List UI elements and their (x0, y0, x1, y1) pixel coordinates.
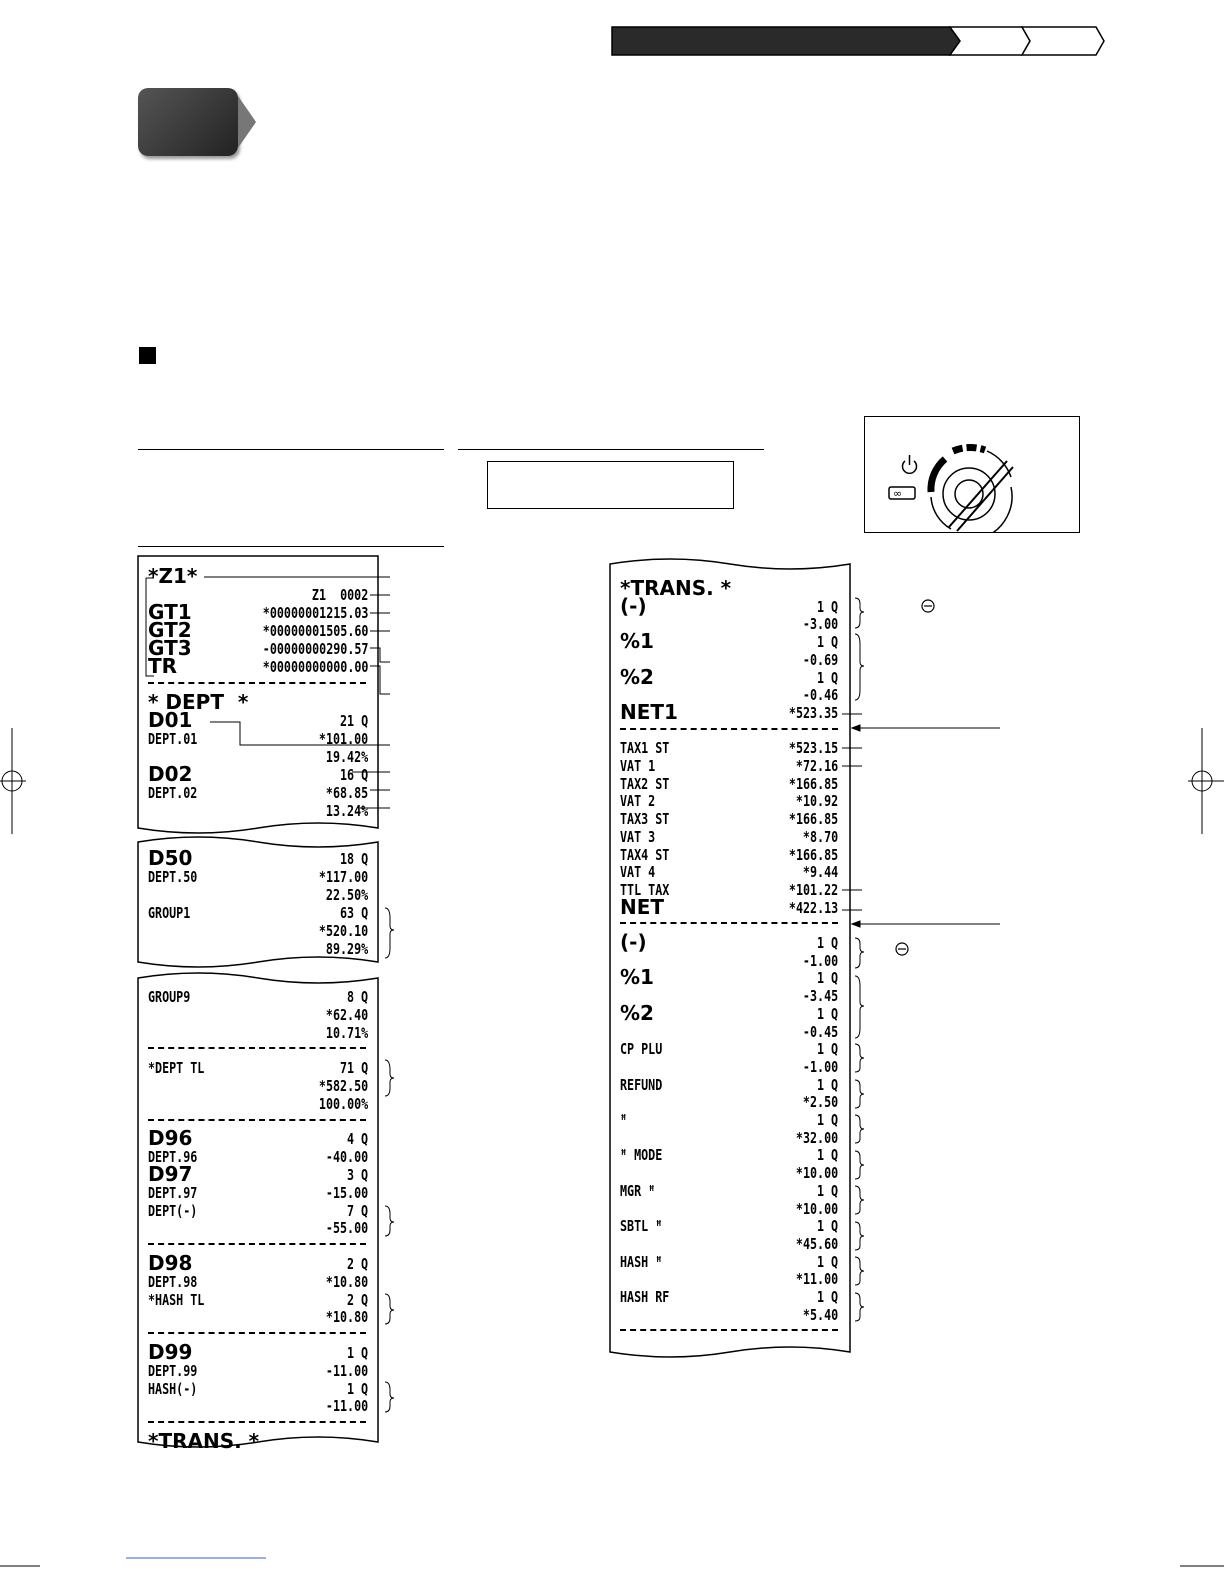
receipt-value: -3.00 (802, 615, 838, 634)
receipt-value: 2 Q (346, 1255, 368, 1273)
receipt-value: -0.45 (802, 1022, 838, 1041)
receipt-value: 1 Q (816, 597, 838, 616)
receipt-label: GT3 (148, 636, 192, 660)
receipt-value: *45.60 (795, 1234, 838, 1253)
receipt-label: MGR ꟸ (620, 1181, 656, 1200)
receipt-value: 1 Q (816, 969, 838, 988)
receipt-value: Z1 0002 (311, 586, 368, 604)
receipt-label: DEPT.01 (148, 730, 198, 748)
receipt-value: -3.45 (802, 987, 838, 1006)
receipt-value: 18 Q (339, 850, 368, 868)
receipt-label: HASH(-) (148, 1379, 198, 1398)
receipt-value: 1 Q (816, 1040, 838, 1059)
receipt-label: DEPT.98 (148, 1272, 198, 1291)
receipt-value: *2.50 (802, 1093, 838, 1112)
receipt-value: *32.00 (795, 1128, 838, 1147)
receipt-label: REFUND (620, 1075, 663, 1094)
receipt-label: %1 (620, 629, 654, 654)
receipt-value: -55.00 (325, 1219, 368, 1238)
rule (138, 449, 444, 450)
receipt-value: 71 Q (339, 1059, 368, 1078)
power-icon (903, 455, 917, 473)
receipt-value: 13.24% (325, 802, 368, 820)
receipt-value: *166.85 (788, 810, 838, 829)
receipt-value: -40.00 (325, 1148, 368, 1167)
receipt-value: *101.22 (788, 880, 838, 899)
receipt-value: *62.40 (325, 1005, 368, 1024)
receipt-value: 21 Q (339, 712, 368, 730)
receipt-separator (620, 1329, 838, 1331)
receipt-value: 1 Q (816, 668, 838, 687)
receipt-value: -11.00 (325, 1397, 368, 1416)
receipt-panel-right (610, 560, 850, 1356)
receipt-value: 1 Q (816, 1111, 838, 1129)
receipt-value: 1 Q (816, 1075, 838, 1094)
receipt-label: GROUP9 (148, 988, 191, 1006)
receipt-value: *523.35 (788, 703, 838, 722)
receipt-value: -1.00 (802, 951, 838, 970)
receipt-label: D02 (148, 762, 193, 786)
mode-key-box (864, 416, 1080, 533)
receipt-value: *00000001505.60 (262, 622, 368, 640)
receipt-value: *8.70 (802, 827, 838, 846)
receipt-separator (620, 728, 838, 730)
receipt-value: 1 Q (816, 1004, 838, 1023)
receipt-value: 22.50% (325, 886, 368, 904)
receipt-label: TAX3 ST (620, 810, 670, 829)
receipt-separator (148, 1119, 366, 1121)
receipt-label: D01 (148, 708, 193, 732)
receipt-value: 1 Q (816, 934, 838, 952)
receipt-label: HASH ꟸ (620, 1252, 663, 1271)
receipt-value: *5.40 (802, 1305, 838, 1324)
receipt-value: *10.80 (325, 1308, 368, 1327)
receipt-value: *11.00 (795, 1270, 838, 1289)
receipt-value: *10.80 (325, 1272, 368, 1291)
receipt-value: *582.50 (318, 1077, 368, 1095)
heading-bullet (139, 347, 156, 364)
receipt-label: TAX4 ST (620, 845, 670, 864)
receipt-label: ꟸ MODE (620, 1146, 663, 1165)
receipt-separator (148, 1332, 366, 1334)
receipt-value: *523.15 (788, 739, 838, 758)
rule (138, 546, 444, 547)
receipt-value: *10.00 (795, 1164, 838, 1183)
receipt-label: (-) (620, 593, 647, 618)
receipt-panel-3 (138, 976, 378, 1453)
receipt-label: NET (620, 894, 665, 919)
receipt-label: VAT 1 (620, 757, 656, 775)
minus-circle-icon (896, 600, 934, 955)
receipt-label: VAT 2 (620, 792, 656, 811)
receipt-label: DEPT.50 (148, 868, 198, 886)
receipt-value: 63 Q (339, 904, 368, 922)
receipt-value: 10.71% (325, 1023, 368, 1042)
header-progress-bar (0, 0, 1224, 70)
receipt-value: 1 Q (816, 1252, 838, 1271)
receipt-label: %2 (620, 664, 654, 689)
receipt-value: *101.00 (318, 730, 368, 748)
receipt-separator (148, 1243, 366, 1245)
receipt-label: (-) (620, 930, 647, 954)
receipt-value: *68.85 (325, 784, 368, 802)
receipt-value: 1 Q (346, 1344, 368, 1362)
receipt-label: SBTL ꟸ (620, 1217, 663, 1236)
receipt-label: D99 (148, 1340, 193, 1364)
receipt-label: *DEPT TL (148, 1059, 205, 1078)
rule (458, 449, 764, 450)
receipt-label: TAX2 ST (620, 774, 670, 793)
receipt-value: 1 Q (816, 1181, 838, 1200)
receipt-label: GT1 (148, 600, 192, 624)
receipt-label: VAT 4 (620, 863, 656, 882)
receipt-label: *HASH TL (148, 1290, 205, 1309)
receipt-value: 1 Q (816, 633, 838, 652)
receipt-value: *10.92 (795, 792, 838, 811)
receipt-separator (148, 682, 366, 684)
receipt-value: 1 Q (816, 1288, 838, 1306)
receipt-label: GROUP1 (148, 904, 191, 922)
receipt-label: NET1 (620, 699, 678, 724)
receipt-separator (148, 1047, 366, 1049)
receipt-value: *520.10 (318, 922, 368, 940)
section-tab-arrow (238, 96, 256, 148)
receipt-panel-2 (138, 840, 378, 968)
receipt-label: * DEPT * (148, 690, 249, 714)
receipt-value: 3 Q (346, 1166, 368, 1184)
receipt-value: *72.16 (795, 757, 838, 775)
svg-text:∞: ∞ (893, 487, 903, 500)
receipt-label: DEPT.99 (148, 1361, 198, 1380)
receipt-value: 1 Q (816, 1217, 838, 1236)
receipt-label: DEPT.96 (148, 1148, 198, 1167)
receipt-label: DEPT.02 (148, 784, 198, 802)
receipt-value: 16 Q (339, 766, 368, 784)
receipt-value: *117.00 (318, 868, 368, 886)
receipt-value: *166.85 (788, 774, 838, 793)
receipt-value: 100.00% (318, 1094, 368, 1113)
receipt-label: VAT 3 (620, 827, 656, 846)
receipt-label: DEPT(-) (148, 1201, 198, 1220)
mode-switch-icon (865, 417, 1079, 532)
receipt-value: 89.29% (325, 940, 368, 958)
receipt-label: HASH RF (620, 1288, 670, 1306)
receipt-label: *TRANS. * (148, 1429, 260, 1453)
receipt-label: TAX1 ST (620, 739, 670, 758)
receipt-label: %1 (620, 965, 654, 990)
receipt-label: *TRANS. * (620, 576, 732, 600)
receipt-value: -11.00 (325, 1361, 368, 1380)
receipt-label: D98 (148, 1251, 193, 1275)
receipt-value: 4 Q (346, 1130, 368, 1149)
receipt-label: TR (148, 654, 178, 678)
receipt-value: 19.42% (325, 748, 368, 766)
receipt-value: 1 Q (346, 1379, 368, 1398)
receipt-value: 7 Q (346, 1201, 368, 1220)
receipt-value: *00000000000.00 (262, 658, 368, 676)
receipt-value: -1.00 (802, 1057, 838, 1076)
receipt-label: D50 (148, 846, 193, 870)
receipt-value: 2 Q (346, 1290, 368, 1309)
display-box (487, 461, 734, 509)
receipt-value: -15.00 (325, 1183, 368, 1202)
receipt-label: D97 (148, 1162, 193, 1186)
receipt-panel-1 (138, 556, 378, 832)
section-tab (138, 88, 238, 156)
receipt-value: -0.46 (802, 686, 838, 705)
receipt-label: ꟸ (620, 1111, 628, 1129)
receipt-label: CP PLU (620, 1040, 663, 1059)
receipt-value: *422.13 (788, 898, 838, 917)
receipt-value: 1 Q (816, 1146, 838, 1165)
receipt-value: 8 Q (346, 988, 368, 1006)
receipt-value: *166.85 (788, 845, 838, 864)
receipt-label: GT2 (148, 618, 192, 642)
receipt-value: -0.69 (802, 650, 838, 669)
receipt-label: DEPT.97 (148, 1183, 198, 1202)
receipt-value: *00000001215.03 (262, 604, 368, 622)
receipt-separator (620, 922, 838, 924)
receipt-label: TTL TAX (620, 880, 670, 899)
receipt-value: *9.44 (802, 863, 838, 882)
receipt-label: *Z1* (148, 564, 198, 588)
receipt-label: %2 (620, 1000, 654, 1025)
receipt-label: D96 (148, 1126, 193, 1151)
receipt-separator (148, 1421, 366, 1423)
receipt-value: *10.00 (795, 1199, 838, 1218)
receipt-value: -00000000290.57 (262, 640, 368, 658)
